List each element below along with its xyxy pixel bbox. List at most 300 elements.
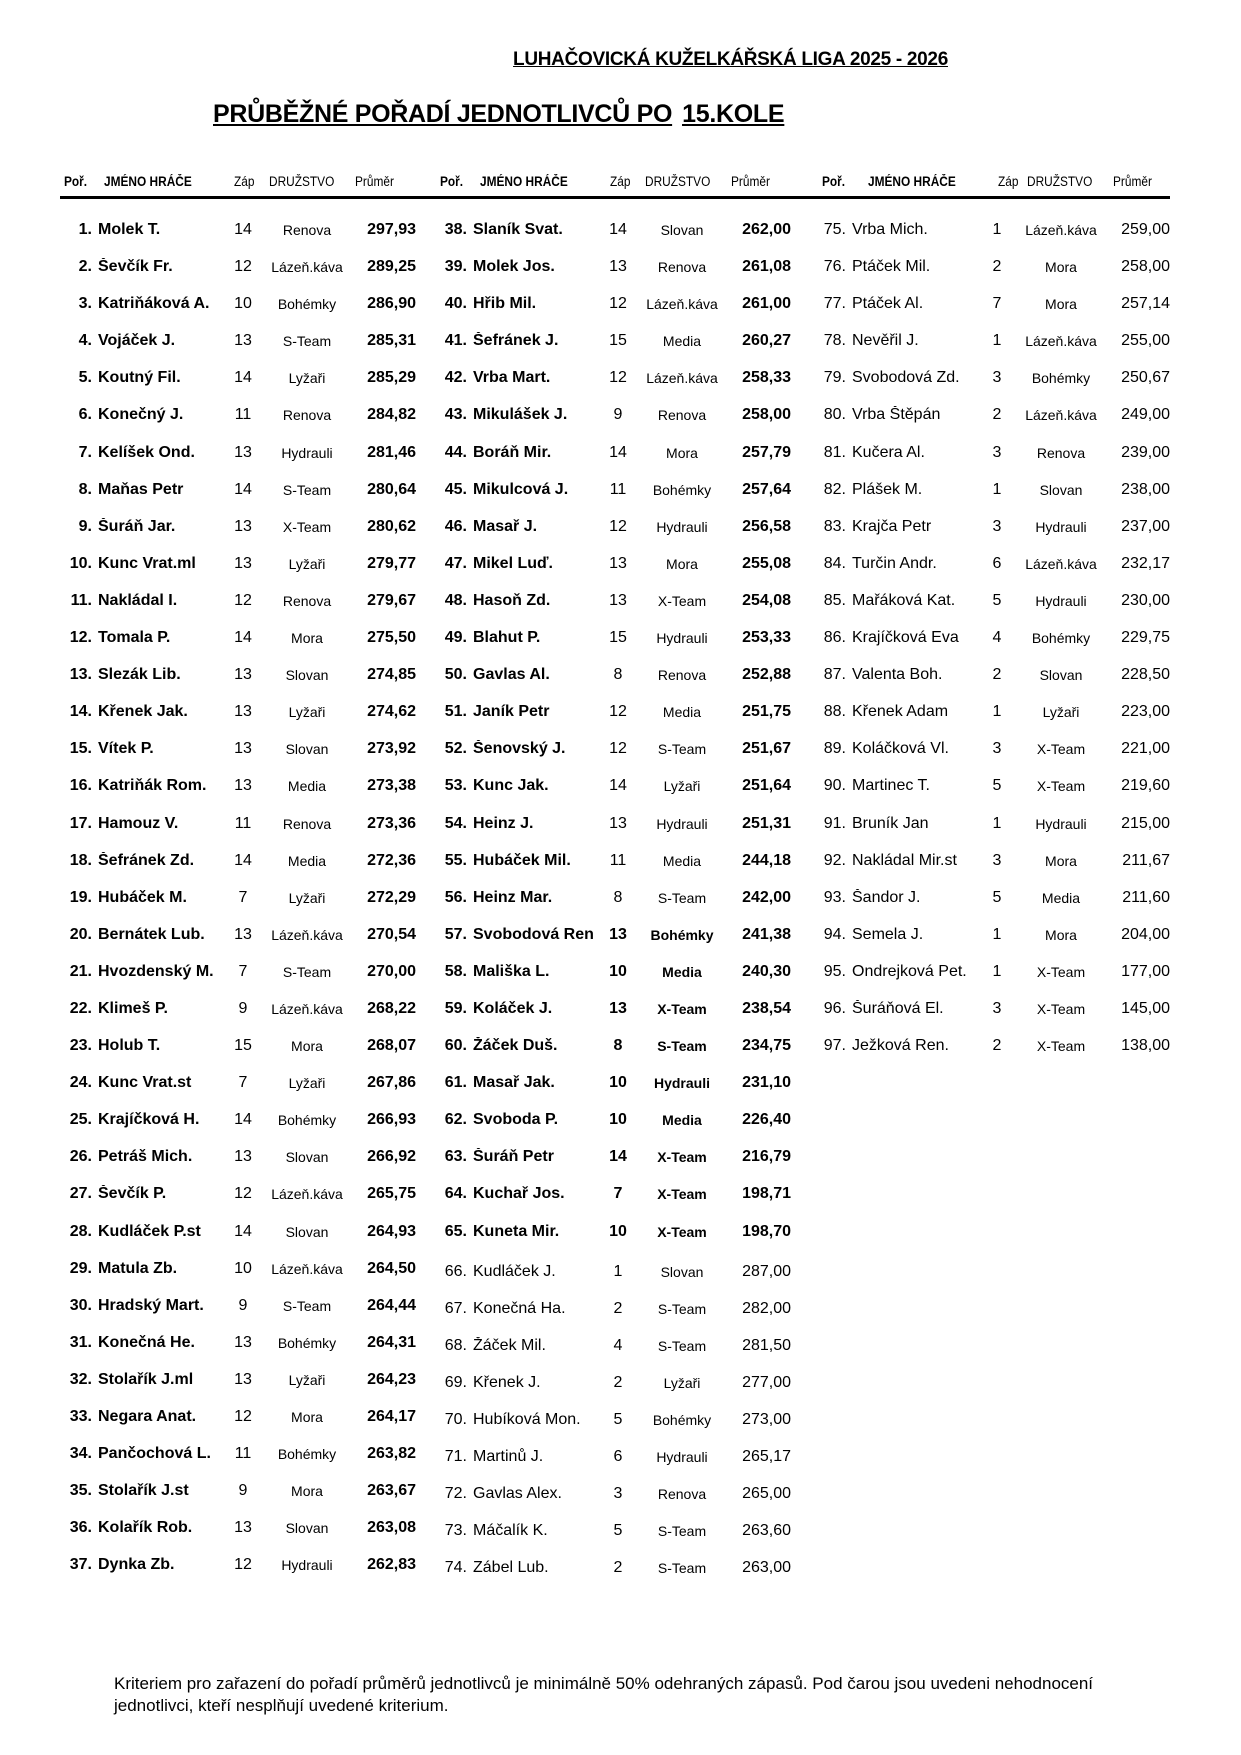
player-name: Pančochová L. xyxy=(98,1445,211,1463)
player-team: Mora xyxy=(1045,259,1077,276)
player-name: Konečný J. xyxy=(98,406,184,424)
player-team: Renova xyxy=(657,407,707,424)
player-matches: 7 xyxy=(238,962,248,980)
player-average: 263,00 xyxy=(742,1559,791,1577)
player-name: Blahut P. xyxy=(473,629,541,647)
player-name: Slaník Svat. xyxy=(473,221,563,238)
player-matches: 3 xyxy=(992,369,1002,387)
player-average: 251,64 xyxy=(742,777,791,795)
player-name: Negara Anat. xyxy=(98,1408,197,1425)
player-matches: 2 xyxy=(613,1373,623,1391)
player-name: Bernátek Lub. xyxy=(98,925,205,943)
player-name: Martinec T. xyxy=(852,777,930,795)
player-team: Media xyxy=(287,778,327,795)
player-matches: 8 xyxy=(613,1037,623,1055)
player-matches: 14 xyxy=(609,221,627,238)
player-name: Hasoň Zd. xyxy=(473,591,551,609)
player-name: Konečná Ha. xyxy=(473,1299,566,1317)
player-name: Dynka Zb. xyxy=(98,1556,175,1574)
player-average: 265,75 xyxy=(367,1185,416,1203)
player-average: 254,08 xyxy=(742,591,791,609)
player-matches: 7 xyxy=(238,888,248,906)
player-team: Mora xyxy=(666,444,698,461)
player-average: 239,00 xyxy=(1121,443,1170,461)
player-team: Slovan xyxy=(660,1263,704,1280)
player-average: 265,17 xyxy=(742,1448,791,1466)
player-name: Petráš Mich. xyxy=(98,1148,193,1166)
player-team: Lyžaři xyxy=(1042,704,1080,721)
player-team: Slovan xyxy=(285,1149,329,1166)
player-matches: 14 xyxy=(234,851,252,869)
player-matches: 11 xyxy=(609,480,627,498)
player-average: 258,00 xyxy=(1121,258,1170,276)
player-name: Gavlas Al. xyxy=(473,666,550,684)
player-rank: 38. xyxy=(444,221,467,238)
player-average: 258,00 xyxy=(742,406,791,424)
player-matches: 3 xyxy=(992,999,1002,1017)
player-rank: 6. xyxy=(78,406,92,424)
player-matches: 9 xyxy=(238,1296,248,1314)
player-team: Bohémky xyxy=(652,481,712,498)
player-team: S-Team xyxy=(657,1038,707,1055)
player-rank: 32. xyxy=(69,1370,92,1388)
player-rank: 15. xyxy=(69,740,92,758)
player-rank: 88. xyxy=(823,703,846,721)
player-matches: 15 xyxy=(234,1037,252,1055)
player-average: 266,93 xyxy=(367,1111,416,1129)
player-rank: 24. xyxy=(69,1074,92,1092)
player-average: 284,82 xyxy=(367,406,416,424)
player-rank: 94. xyxy=(823,925,846,943)
player-name: Hvozdenský M. xyxy=(98,962,214,980)
player-name: Plášek M. xyxy=(852,480,923,498)
player-name: Hřib Mil. xyxy=(473,295,537,313)
player-team: Hydrauli xyxy=(1035,518,1087,535)
player-matches: 12 xyxy=(609,517,627,535)
player-rank: 11. xyxy=(70,591,92,609)
player-matches: 12 xyxy=(234,1556,252,1574)
player-rank: 58. xyxy=(444,962,467,980)
player-team: X-Team xyxy=(657,1000,707,1017)
player-name: Šandor J. xyxy=(852,888,921,906)
player-name: Šuráňová El. xyxy=(852,999,944,1017)
player-rank: 22. xyxy=(69,999,92,1017)
player-matches: 14 xyxy=(609,443,627,461)
player-average: 263,08 xyxy=(367,1519,416,1537)
player-average: 261,08 xyxy=(742,258,791,276)
player-rank: 18. xyxy=(69,851,92,869)
player-team: X-Team xyxy=(1036,963,1086,980)
player-rank: 4. xyxy=(78,332,92,350)
player-rank: 84. xyxy=(823,554,846,572)
player-name: Hubáček Mil. xyxy=(473,851,571,869)
player-rank: 37. xyxy=(69,1556,92,1574)
player-name: Šenovský J. xyxy=(473,740,566,758)
player-average: 258,33 xyxy=(742,369,791,387)
player-team: X-Team xyxy=(657,1186,707,1203)
player-rank: 65. xyxy=(444,1222,467,1240)
player-name: Ježková Ren. xyxy=(852,1037,949,1055)
player-rank: 41. xyxy=(444,332,467,350)
player-matches: 1 xyxy=(992,221,1002,238)
player-name: Křenek Adam xyxy=(852,703,949,721)
player-rank: 9. xyxy=(78,517,92,535)
player-rank: 2. xyxy=(78,258,92,276)
player-matches: 12 xyxy=(234,1408,252,1425)
player-team: Renova xyxy=(282,815,332,832)
player-rank: 14. xyxy=(69,703,92,721)
player-average: 273,36 xyxy=(367,814,416,832)
player-average: 242,00 xyxy=(742,888,791,906)
player-name: Kudláček P.st xyxy=(98,1222,201,1240)
player-team: Mora xyxy=(291,1483,323,1500)
player-average: 216,79 xyxy=(742,1148,791,1166)
player-rank: 17. xyxy=(69,814,92,832)
player-name: Katriňáková A. xyxy=(98,295,210,313)
player-average: 268,07 xyxy=(367,1037,416,1055)
player-matches: 14 xyxy=(609,777,627,795)
player-average: 229,75 xyxy=(1121,629,1170,647)
player-name: Matula Zb. xyxy=(98,1259,178,1277)
player-name: Kuchař Jos. xyxy=(473,1185,565,1203)
player-matches: 10 xyxy=(234,1259,252,1277)
player-team: Hydrauli xyxy=(656,1449,708,1466)
player-name: Mikulášek J. xyxy=(473,406,568,424)
player-team: X-Team xyxy=(1036,1038,1086,1055)
player-team: Mora xyxy=(291,1038,323,1055)
player-name: Krajíčková Eva xyxy=(852,629,959,647)
player-rank: 29. xyxy=(69,1259,92,1277)
player-matches: 10 xyxy=(609,1074,627,1092)
player-team: X-Team xyxy=(1036,778,1086,795)
player-name: Kuneta Mir. xyxy=(473,1222,560,1240)
player-rank: 95. xyxy=(823,962,846,980)
player-matches: 12 xyxy=(609,369,627,387)
player-average: 279,67 xyxy=(367,591,416,609)
player-average: 297,93 xyxy=(367,221,416,238)
player-team: Bohémky xyxy=(1031,630,1091,647)
player-average: 249,00 xyxy=(1121,406,1170,424)
player-average: 230,00 xyxy=(1121,591,1170,609)
player-matches: 6 xyxy=(613,1448,623,1466)
player-matches: 3 xyxy=(992,740,1002,758)
player-average: 221,00 xyxy=(1121,740,1170,758)
player-rank: 64. xyxy=(444,1185,467,1203)
player-average: 204,00 xyxy=(1121,925,1170,943)
player-team: Hydrauli xyxy=(1035,592,1087,609)
player-name: Mařáková Kat. xyxy=(852,591,956,609)
player-rank: 60. xyxy=(444,1037,467,1055)
player-rank: 61. xyxy=(444,1074,467,1092)
player-team: S-Team xyxy=(657,1300,707,1317)
player-matches: 2 xyxy=(992,258,1002,276)
player-team: Slovan xyxy=(1039,481,1083,498)
player-team: Lázeň.káva xyxy=(271,1260,343,1277)
player-name: Ondrejková Pet. xyxy=(852,962,967,980)
player-average: 264,31 xyxy=(367,1333,416,1351)
player-team: Lázeň.káva xyxy=(1025,333,1097,350)
player-matches: 7 xyxy=(613,1185,623,1203)
player-rank: 27. xyxy=(69,1185,92,1203)
player-team: S-Team xyxy=(282,963,332,980)
player-rank: 71. xyxy=(444,1448,467,1466)
player-rank: 13. xyxy=(69,666,92,684)
player-matches: 11 xyxy=(234,406,252,424)
player-name: Heinz Mar. xyxy=(473,888,553,906)
player-rank: 47. xyxy=(444,554,467,572)
player-team: Mora xyxy=(666,555,698,572)
player-matches: 13 xyxy=(234,517,252,535)
player-average: 287,00 xyxy=(742,1262,791,1280)
player-team: Lyžaři xyxy=(663,778,701,795)
player-average: 286,90 xyxy=(367,295,416,313)
player-rank: 69. xyxy=(444,1373,467,1391)
player-matches: 8 xyxy=(613,666,623,684)
player-team: Renova xyxy=(657,259,707,276)
player-team: Renova xyxy=(282,592,332,609)
player-name: Svoboda P. xyxy=(473,1111,559,1129)
player-average: 231,10 xyxy=(742,1074,791,1092)
player-name: Křenek J. xyxy=(473,1373,541,1391)
player-team: Bohémky xyxy=(277,1446,337,1463)
player-team: Hydrauli xyxy=(653,1075,710,1092)
player-average: 237,00 xyxy=(1121,517,1170,535)
player-name: Kunc Vrat.st xyxy=(98,1074,192,1092)
player-name: Molek Jos. xyxy=(473,258,555,276)
player-team: Lázeň.káva xyxy=(1025,407,1097,424)
player-matches: 13 xyxy=(234,1333,252,1351)
player-matches: 13 xyxy=(234,740,252,758)
player-team: Media xyxy=(1041,889,1081,906)
player-team: Media xyxy=(662,704,702,721)
player-matches: 6 xyxy=(992,554,1002,572)
player-team: Media xyxy=(662,333,702,350)
player-matches: 2 xyxy=(992,1037,1002,1055)
player-team: Renova xyxy=(282,222,332,238)
player-rank: 96. xyxy=(823,999,846,1017)
player-average: 279,77 xyxy=(367,554,416,572)
player-rank: 10. xyxy=(69,554,92,572)
player-rank: 70. xyxy=(444,1411,467,1428)
player-average: 177,00 xyxy=(1121,962,1170,980)
player-name: Koutný Fil. xyxy=(98,369,181,387)
player-rank: 31. xyxy=(69,1333,92,1351)
player-name: Stolařík J.ml xyxy=(98,1370,194,1388)
player-rank: 78. xyxy=(823,332,846,350)
player-team: Lyžaři xyxy=(288,1371,326,1388)
player-matches: 13 xyxy=(234,332,252,350)
player-team: Slovan xyxy=(285,1520,329,1537)
player-name: Konečná He. xyxy=(98,1333,195,1351)
player-rank: 73. xyxy=(444,1522,467,1540)
player-average: 211,60 xyxy=(1122,888,1170,906)
player-rank: 90. xyxy=(823,777,846,795)
player-average: 238,00 xyxy=(1121,480,1170,498)
round-label: 15.KOLE xyxy=(682,100,785,128)
player-rank: 76. xyxy=(823,258,846,276)
player-average: 265,00 xyxy=(742,1485,791,1503)
player-average: 232,17 xyxy=(1121,554,1170,572)
player-name: Šuráň Jar. xyxy=(98,517,176,535)
player-matches: 9 xyxy=(613,406,623,424)
player-team: Lázeň.káva xyxy=(1025,222,1097,238)
player-average: 228,50 xyxy=(1121,666,1170,684)
player-matches: 2 xyxy=(992,406,1002,424)
player-name: Janík Petr xyxy=(473,703,550,721)
player-name: Vrba Mart. xyxy=(473,369,551,387)
player-average: 255,00 xyxy=(1121,332,1170,350)
player-average: 211,67 xyxy=(1122,851,1170,869)
player-rank: 1. xyxy=(78,221,92,238)
player-name: Bruník Jan xyxy=(852,814,929,832)
player-matches: 12 xyxy=(234,591,252,609)
player-average: 226,40 xyxy=(742,1111,791,1129)
player-rank: 33. xyxy=(69,1408,92,1425)
player-rank: 63. xyxy=(444,1148,467,1166)
player-team: S-Team xyxy=(282,1297,332,1314)
player-rank: 87. xyxy=(823,666,846,684)
player-average: 219,60 xyxy=(1121,777,1170,795)
player-team: Renova xyxy=(282,407,332,424)
player-team: Media xyxy=(287,852,327,869)
player-matches: 8 xyxy=(613,888,623,906)
player-rank: 25. xyxy=(69,1111,92,1129)
player-team: S-Team xyxy=(282,481,332,498)
player-matches: 13 xyxy=(609,554,627,572)
player-name: Kunc Vrat.ml xyxy=(98,554,196,572)
player-average: 259,00 xyxy=(1121,221,1170,238)
player-average: 253,33 xyxy=(742,629,791,647)
player-team: Hydrauli xyxy=(656,518,708,535)
player-average: 277,00 xyxy=(742,1373,791,1391)
player-average: 273,92 xyxy=(367,740,416,758)
player-name: Ševčík Fr. xyxy=(98,258,173,276)
player-rank: 82. xyxy=(823,480,846,498)
player-team: Lázeň.káva xyxy=(271,1186,343,1203)
player-average: 251,75 xyxy=(742,703,791,721)
player-name: Vítek P. xyxy=(98,740,154,758)
player-average: 264,44 xyxy=(367,1296,416,1314)
player-average: 255,08 xyxy=(742,554,791,572)
player-rank: 7. xyxy=(78,443,92,461)
player-name: Molek T. xyxy=(98,221,161,238)
standings-subtitle: PRŮBĚŽNÉ POŘADÍ JEDNOTLIVCŮ PO xyxy=(213,100,673,128)
player-rank: 59. xyxy=(444,999,467,1017)
player-team: Renova xyxy=(657,1486,707,1503)
player-matches: 5 xyxy=(613,1411,623,1428)
player-matches: 13 xyxy=(234,1519,252,1537)
header-matches: Záp xyxy=(234,174,255,189)
player-matches: 9 xyxy=(238,1482,248,1500)
player-average: 145,00 xyxy=(1121,999,1170,1017)
player-team: Slovan xyxy=(285,741,329,758)
player-rank: 51. xyxy=(444,703,467,721)
header-name: JMÉNO HRÁČE xyxy=(480,174,568,189)
player-rank: 68. xyxy=(444,1336,467,1354)
player-team: Bohémky xyxy=(277,296,337,313)
player-rank: 50. xyxy=(444,666,467,684)
player-team: Bohémky xyxy=(277,1334,337,1351)
player-average: 263,60 xyxy=(742,1522,791,1540)
player-name: Ševčík P. xyxy=(98,1185,167,1203)
player-name: Katriňák Rom. xyxy=(98,777,207,795)
player-matches: 5 xyxy=(992,777,1002,795)
player-rank: 12. xyxy=(69,629,92,647)
player-team: X-Team xyxy=(1036,1000,1086,1017)
player-name: Svobodová Ren xyxy=(473,925,594,943)
player-name: Stolařík J.st xyxy=(98,1482,189,1500)
player-matches: 11 xyxy=(609,851,627,869)
player-matches: 3 xyxy=(992,851,1002,869)
player-rank: 66. xyxy=(444,1262,467,1280)
player-average: 252,88 xyxy=(742,666,791,684)
player-name: Gavlas Alex. xyxy=(473,1485,562,1503)
player-team: Lázeň.káva xyxy=(646,370,718,387)
player-rank: 77. xyxy=(823,295,846,313)
player-average: 264,50 xyxy=(367,1259,416,1277)
player-matches: 13 xyxy=(234,1148,252,1166)
player-average: 275,50 xyxy=(367,629,416,647)
player-average: 223,00 xyxy=(1121,703,1170,721)
player-team: Hydrauli xyxy=(656,630,708,647)
player-team: Media xyxy=(662,1112,702,1129)
player-team: Bohémky xyxy=(1031,370,1091,387)
player-rank: 48. xyxy=(444,591,467,609)
player-rank: 97. xyxy=(823,1037,846,1055)
player-average: 273,38 xyxy=(367,777,416,795)
player-name: Koláčková Vl. xyxy=(852,740,949,758)
player-team: Lázeň.káva xyxy=(271,259,343,276)
player-matches: 15 xyxy=(609,629,627,647)
player-average: 270,00 xyxy=(367,962,416,980)
player-average: 289,25 xyxy=(367,258,416,276)
header-name: JMÉNO HRÁČE xyxy=(104,174,192,189)
player-name: Zábel Lub. xyxy=(473,1559,549,1577)
player-name: Krajíčková H. xyxy=(98,1111,200,1129)
player-matches: 13 xyxy=(234,777,252,795)
player-matches: 14 xyxy=(234,1111,252,1129)
player-rank: 21. xyxy=(69,962,92,980)
player-team: Mora xyxy=(1045,852,1077,869)
player-matches: 10 xyxy=(609,1222,627,1240)
player-name: Masař Jak. xyxy=(473,1074,555,1092)
player-team: Slovan xyxy=(1039,667,1083,684)
player-team: Lyžaři xyxy=(663,1374,701,1391)
player-rank: 62. xyxy=(444,1111,467,1129)
player-matches: 13 xyxy=(234,703,252,721)
player-name: Vrba Štěpán xyxy=(852,406,941,424)
player-matches: 10 xyxy=(609,962,627,980)
player-team: S-Team xyxy=(657,889,707,906)
player-matches: 13 xyxy=(234,925,252,943)
header-average: Průměr xyxy=(1113,174,1152,189)
player-team: X-Team xyxy=(1036,741,1086,758)
player-average: 281,46 xyxy=(367,443,416,461)
player-name: Šefránek Zd. xyxy=(98,851,195,869)
player-matches: 13 xyxy=(609,814,627,832)
player-team: Bohémky xyxy=(652,1412,712,1428)
player-team: Hydrauli xyxy=(656,815,708,832)
player-matches: 3 xyxy=(992,517,1002,535)
player-average: 251,31 xyxy=(742,814,791,832)
player-average: 138,00 xyxy=(1121,1037,1170,1055)
player-average: 257,14 xyxy=(1121,295,1170,313)
player-name: Vrba Mich. xyxy=(852,221,928,238)
player-matches: 1 xyxy=(992,480,1002,498)
player-average: 262,83 xyxy=(367,1556,416,1574)
player-name: Tomala P. xyxy=(98,629,171,647)
player-rank: 20. xyxy=(69,925,92,943)
